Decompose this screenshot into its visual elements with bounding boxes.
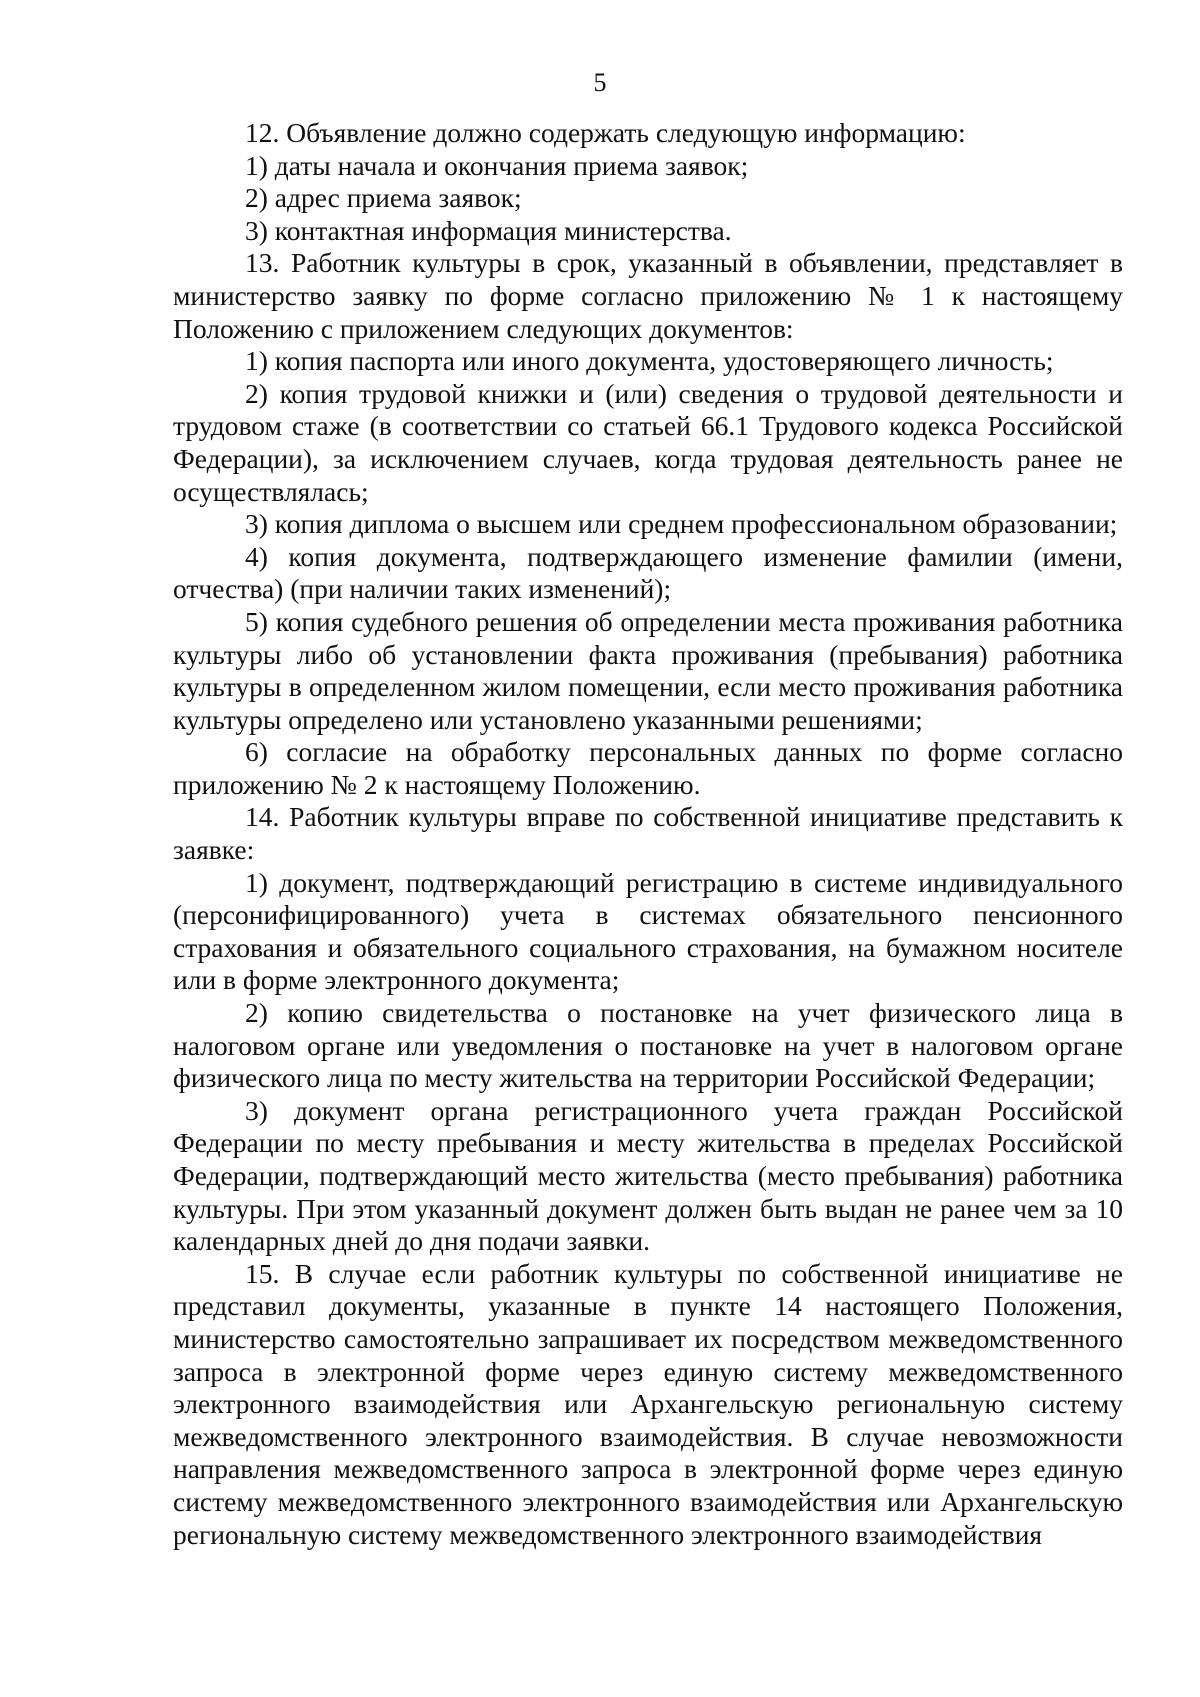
paragraph-13-item-5: 5) копия судебного решения об определении места проживания работника культуры либо об установлении факта проживания (пребывания) работника культуры в определенном жилом помещении, если место проживания работника культуры определено или установлено указанными решениями;	[173, 605, 1123, 735]
paragraph-12-item-1: 1) даты начала и окончания приема заявок;	[245, 149, 749, 181]
paragraph-13-item-3: 3) копия диплома о высшем или среднем профессиональном образовании;	[245, 508, 1118, 540]
page-number: 5	[593, 68, 607, 97]
paragraph-15: 15. В случае если работник культуры по собственной инициативе не представил документы, указанные в пункте 14 настоящего Положения, министерство самостоятельно запрашивает их посредством межведомственного запроса в электронной форме через единую систему межведомственного электронного взаимодействия или Архангельскую региональную систему межведомственного электронного взаимодействия. В случае невозможности направления межведомственного запроса в электронной форме через единую систему межведомственного электронного взаимодействия или Архангельскую региональную систему межведомственного электронного взаимодействия	[173, 1257, 1123, 1550]
paragraph-13: 13. Работник культуры в срок, указанный в объявлении, представляет в министерство заявку по форме согласно приложению № 1 к настоящему Положению с приложением следующих документов:	[173, 247, 1123, 344]
paragraph-12-item-3: 3) контактная информация министерства.	[245, 214, 732, 246]
paragraph-14: 14. Работник культуры вправе по собственной инициативе представить к заявке:	[173, 801, 1123, 866]
paragraph-14-item-1: 1) документ, подтверждающий регистрацию в системе индивидуального (персонифицированного) учета в системах обязательного пенсионного страхования и обязательного социального страхования, на бумажном носителе или в форме электронного документа;	[173, 866, 1123, 996]
paragraph-13-item-1: 1) копия паспорта или иного документа, удостоверяющего личность;	[245, 345, 1054, 377]
paragraph-13-item-2: 2) копия трудовой книжки и (или) сведения о трудовой деятельности и трудовом стаже (в соответствии со статьей 66.1 Трудового кодекса Российской Федерации), за исключением случаев, когда трудовая деятельность ранее не осуществлялась;	[173, 377, 1123, 507]
paragraph-14-item-3: 3) документ органа регистрационного учета граждан Российской Федерации по месту пребывания и месту жительства в пределах Российской Федерации, подтверждающий место жительства (место пребывания) работника культуры. При этом указанный документ должен быть выдан не ранее чем за 10 календарных дней до дня подачи заявки.	[173, 1094, 1123, 1257]
paragraph-14-item-2: 2) копию свидетельства о постановке на учет физического лица в налоговом органе или уведомления о постановке на учет в налоговом органе физического лица по месту жительства на территории Российской Федерации;	[173, 997, 1123, 1094]
paragraph-13-item-6: 6) согласие на обработку персональных данных по форме согласно приложению № 2 к настоящему Положению.	[173, 736, 1123, 800]
paragraph-12: 12. Объявление должно содержать следующую информацию:	[245, 117, 966, 148]
paragraph-12-item-2: 2) адрес приема заявок;	[245, 182, 522, 214]
paragraph-13-item-4: 4) копия документа, подтверждающего изменение фамилии (имени, отчества) (при наличии таких изменений);	[173, 540, 1123, 605]
document-body	[173, 117, 1123, 1551]
